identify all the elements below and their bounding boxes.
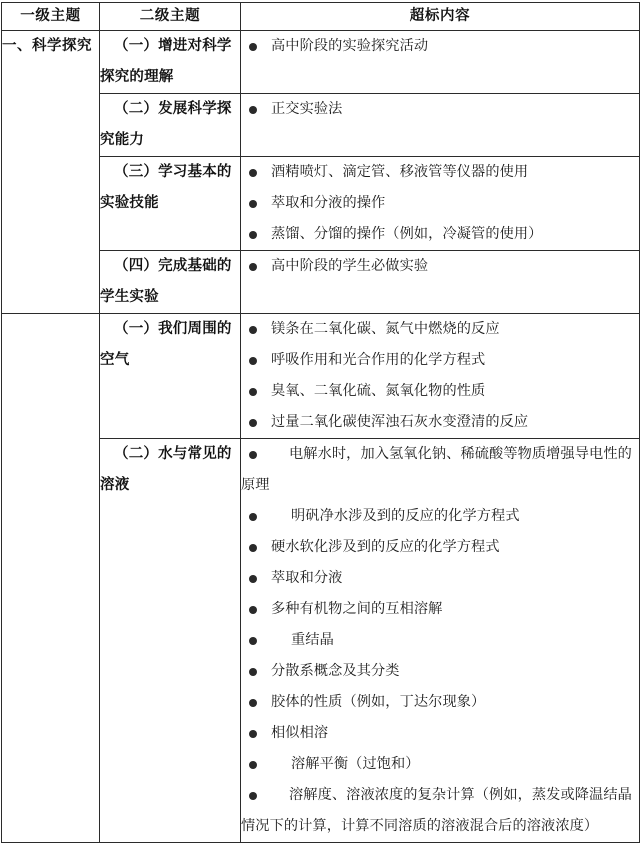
level2-theme-cell	[100, 314, 241, 439]
content-bullet-text: 镁条在二氧化碳、氮气中燃烧的反应	[271, 321, 500, 337]
content-bullet-item	[241, 625, 639, 656]
content-bullet-text: 相似相溶	[271, 725, 329, 741]
content-bullet-item	[241, 718, 639, 749]
content-bullet-text: 明矾净水涉及到的反应的化学方程式	[291, 508, 520, 524]
bullet-dot-icon	[249, 326, 257, 334]
content-bullet-item	[241, 94, 639, 125]
level1-theme-cell	[2, 31, 100, 314]
level2-theme-label: （一）我们周围的空气	[100, 321, 232, 368]
level2-theme-cell	[100, 31, 241, 94]
content-bullet-list	[241, 94, 639, 125]
content-bullet-item	[241, 501, 639, 532]
content-bullet-text: 酒精喷灯、滴定管、移液管等仪器的使用	[271, 164, 529, 180]
table-header-row	[2, 3, 640, 31]
bullet-dot-icon	[249, 761, 257, 769]
content-bullet-list	[241, 157, 639, 250]
bullet-dot-icon	[249, 43, 257, 51]
content-bullet-item	[241, 780, 639, 842]
level2-theme-label: （一）增进对科学探究的理解	[100, 38, 232, 85]
bullet-dot-icon	[249, 792, 257, 800]
content-bullet-text: 过量二氧化碳使浑浊石灰水变澄清的反应	[271, 414, 529, 430]
content-bullet-list	[241, 31, 639, 62]
document-page	[0, 2, 640, 834]
bullet-dot-icon	[249, 388, 257, 396]
bullet-dot-icon	[249, 200, 257, 208]
content-bullet-item	[241, 251, 639, 282]
content-bullet-item	[241, 749, 639, 780]
excess-content-cell	[241, 251, 640, 314]
content-bullet-item	[241, 314, 639, 345]
excess-content-cell	[241, 157, 640, 251]
content-bullet-item	[241, 407, 639, 438]
bullet-dot-icon	[249, 575, 257, 583]
level2-theme-cell	[100, 157, 241, 251]
bullet-dot-icon	[249, 169, 257, 177]
table-row	[2, 314, 640, 439]
content-bullet-text: 溶解平衡（过饱和）	[291, 756, 420, 772]
content-bullet-list	[241, 251, 639, 282]
column-header-level2: 二级主题	[100, 3, 241, 31]
content-bullet-item	[241, 188, 639, 219]
content-bullet-text: 重结晶	[291, 632, 334, 648]
content-bullet-text: 呼吸作用和光合作用的化学方程式	[271, 352, 486, 368]
bullet-dot-icon	[249, 544, 257, 552]
bullet-dot-icon	[249, 606, 257, 614]
content-bullet-text: 溶解度、溶液浓度的复杂计算（例如，蒸发或降温结晶情况下的计算，计算不同溶质的溶液混合后的溶液浓度）	[241, 787, 632, 834]
content-bullet-list	[241, 314, 639, 438]
content-bullet-text: 正交实验法	[271, 101, 343, 117]
bullet-dot-icon	[249, 357, 257, 365]
bullet-dot-icon	[249, 668, 257, 676]
content-bullet-text: 胶体的性质（例如，丁达尔现象）	[271, 694, 486, 710]
content-bullet-text: 萃取和分液	[271, 570, 343, 586]
table-body	[2, 31, 640, 843]
column-header-content: 超标内容	[241, 3, 640, 31]
content-bullet-item	[241, 594, 639, 625]
content-bullet-item	[241, 687, 639, 718]
bullet-dot-icon	[249, 263, 257, 271]
level2-theme-cell	[100, 439, 241, 843]
table-row	[2, 31, 640, 94]
content-bullet-text: 高中阶段的学生必做实验	[271, 258, 429, 274]
level2-theme-label: （二）发展科学探究能力	[100, 101, 232, 148]
content-bullet-text: 多种有机物之间的互相溶解	[271, 601, 443, 617]
level2-theme-label: （三）学习基本的实验技能	[100, 164, 232, 211]
content-bullet-item	[241, 439, 639, 501]
content-bullet-item	[241, 376, 639, 407]
table-header	[2, 3, 640, 31]
bullet-dot-icon	[249, 451, 257, 459]
bullet-dot-icon	[249, 419, 257, 427]
level2-theme-label: （四）完成基础的学生实验	[100, 258, 232, 305]
bullet-dot-icon	[249, 513, 257, 521]
content-bullet-text: 硬水软化涉及到的反应的化学方程式	[271, 539, 500, 555]
level2-theme-cell	[100, 94, 241, 157]
level1-theme-label: 一、科学探究	[2, 38, 92, 54]
content-bullet-item	[241, 345, 639, 376]
syllabus-table	[1, 2, 640, 843]
content-bullet-text: 高中阶段的实验探究活动	[271, 38, 429, 54]
content-bullet-item	[241, 219, 639, 250]
content-bullet-text: 萃取和分液的操作	[271, 195, 386, 211]
excess-content-cell	[241, 439, 640, 843]
excess-content-cell	[241, 31, 640, 94]
content-bullet-list	[241, 439, 639, 842]
content-bullet-item	[241, 157, 639, 188]
content-bullet-item	[241, 532, 639, 563]
excess-content-cell	[241, 314, 640, 439]
content-bullet-text: 臭氧、二氧化硫、氮氧化物的性质	[271, 383, 486, 399]
content-bullet-text: 分散系概念及其分类	[271, 663, 400, 679]
content-bullet-item	[241, 656, 639, 687]
bullet-dot-icon	[249, 231, 257, 239]
content-bullet-item	[241, 563, 639, 594]
bullet-dot-icon	[249, 730, 257, 738]
level2-theme-label: （二）水与常见的溶液	[100, 446, 232, 493]
column-header-level1: 一级主题	[2, 3, 100, 31]
bullet-dot-icon	[249, 637, 257, 645]
bullet-dot-icon	[249, 106, 257, 114]
level2-theme-cell	[100, 251, 241, 314]
excess-content-cell	[241, 94, 640, 157]
bullet-dot-icon	[249, 699, 257, 707]
content-bullet-item	[241, 31, 639, 62]
content-bullet-text: 电解水时，加入氢氧化钠、稀硫酸等物质增强导电性的原理	[241, 446, 632, 493]
level1-theme-cell	[2, 314, 100, 843]
content-bullet-text: 蒸馏、分馏的操作（例如，冷凝管的使用）	[271, 226, 543, 242]
